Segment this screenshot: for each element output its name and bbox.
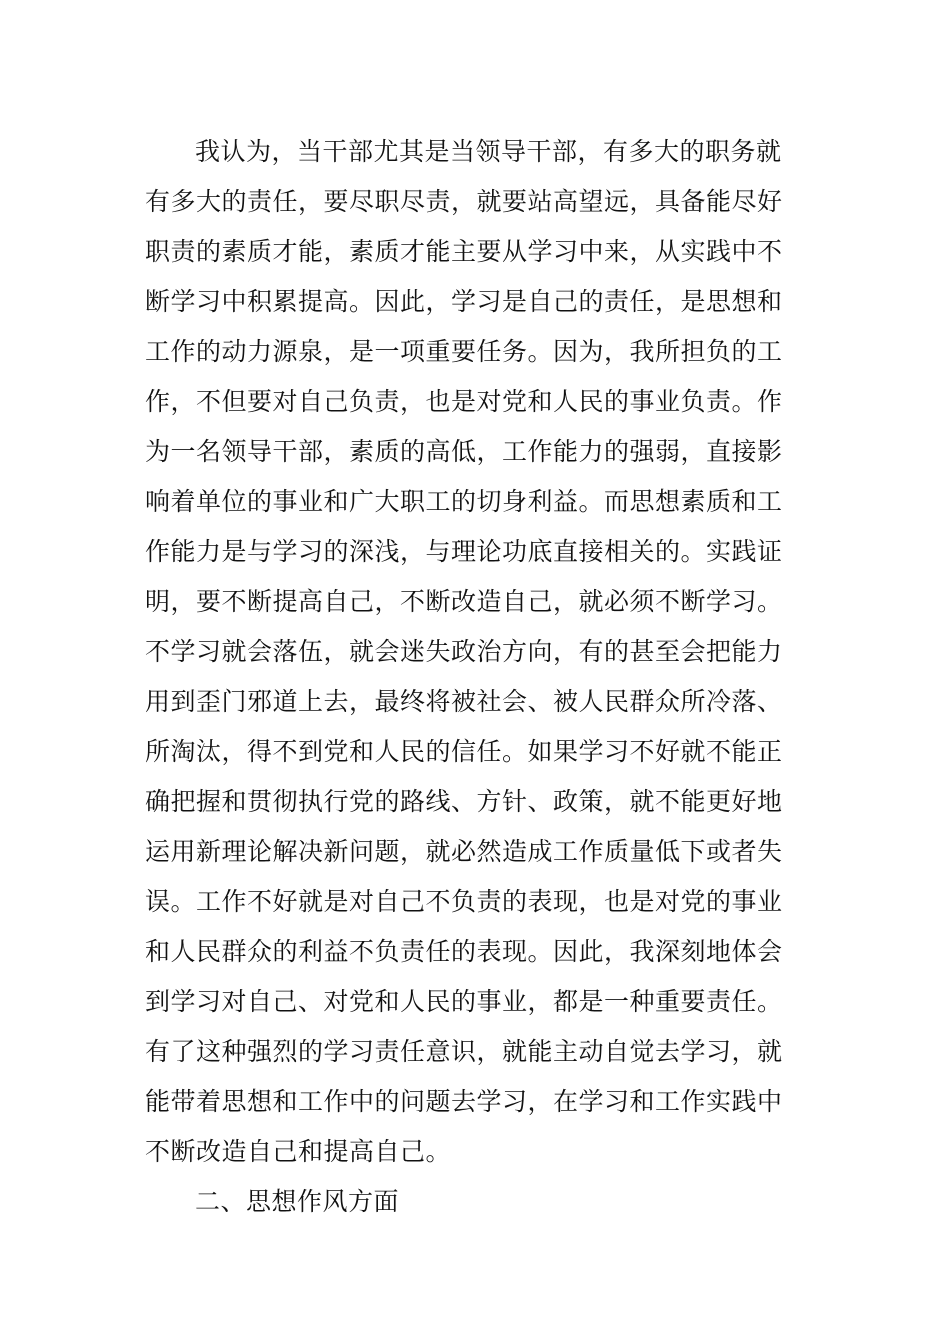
paragraph-line: 能带着思想和工作中的问题去学习，在学习和工作实践中 [145,1087,783,1116]
paragraph-line: 有多大的责任，要尽职尽责，就要站高望远，具备能尽好 [145,187,783,216]
paragraph-line: 职责的素质才能，素质才能主要从学习中来，从实践中不 [145,237,783,266]
body-text [145,127,825,1227]
paragraph-line: 响着单位的事业和广大职工的切身利益。而思想素质和工 [145,487,783,516]
paragraph-line: 到学习对自己、对党和人民的事业，都是一种重要责任。 [145,987,783,1016]
paragraph-line: 工作的动力源泉，是一项重要任务。因为，我所担负的工 [145,337,783,366]
section-heading: 二、思想作风方面 [195,1187,400,1216]
paragraph-line: 有了这种强烈的学习责任意识，就能主动自觉去学习，就 [145,1037,783,1066]
paragraph-line: 和人民群众的利益不负责任的表现。因此，我深刻地体会 [145,937,783,966]
paragraph-line: 为一名领导干部，素质的高低，工作能力的强弱，直接影 [145,437,783,466]
paragraph-line: 不学习就会落伍，就会迷失政治方向，有的甚至会把能力 [145,637,783,666]
paragraph-line: 我认为，当干部尤其是当领导干部，有多大的职务就 [195,137,782,166]
paragraph-line: 不断改造自己和提高自己。 [145,1137,452,1166]
paragraph-line: 确把握和贯彻执行党的路线、方针、政策，就不能更好地 [145,787,783,816]
paragraph-line: 运用新理论解决新问题，就必然造成工作质量低下或者失 [145,837,783,866]
paragraph-line: 作，不但要对自己负责，也是对党和人民的事业负责。作 [145,387,783,416]
paragraph-line: 误。工作不好就是对自己不负责的表现，也是对党的事业 [145,887,783,916]
paragraph-line: 用到歪门邪道上去，最终将被社会、被人民群众所冷落、 [145,687,783,716]
paragraph-line: 作能力是与学习的深浅，与理论功底直接相关的。实践证 [145,537,783,566]
paragraph-line: 断学习中积累提高。因此，学习是自己的责任，是思想和 [145,287,783,316]
paragraph-line: 所淘汰，得不到党和人民的信任。如果学习不好就不能正 [145,737,783,766]
paragraph-line: 明，要不断提高自己，不断改造自己，就必须不断学习。 [145,587,783,616]
